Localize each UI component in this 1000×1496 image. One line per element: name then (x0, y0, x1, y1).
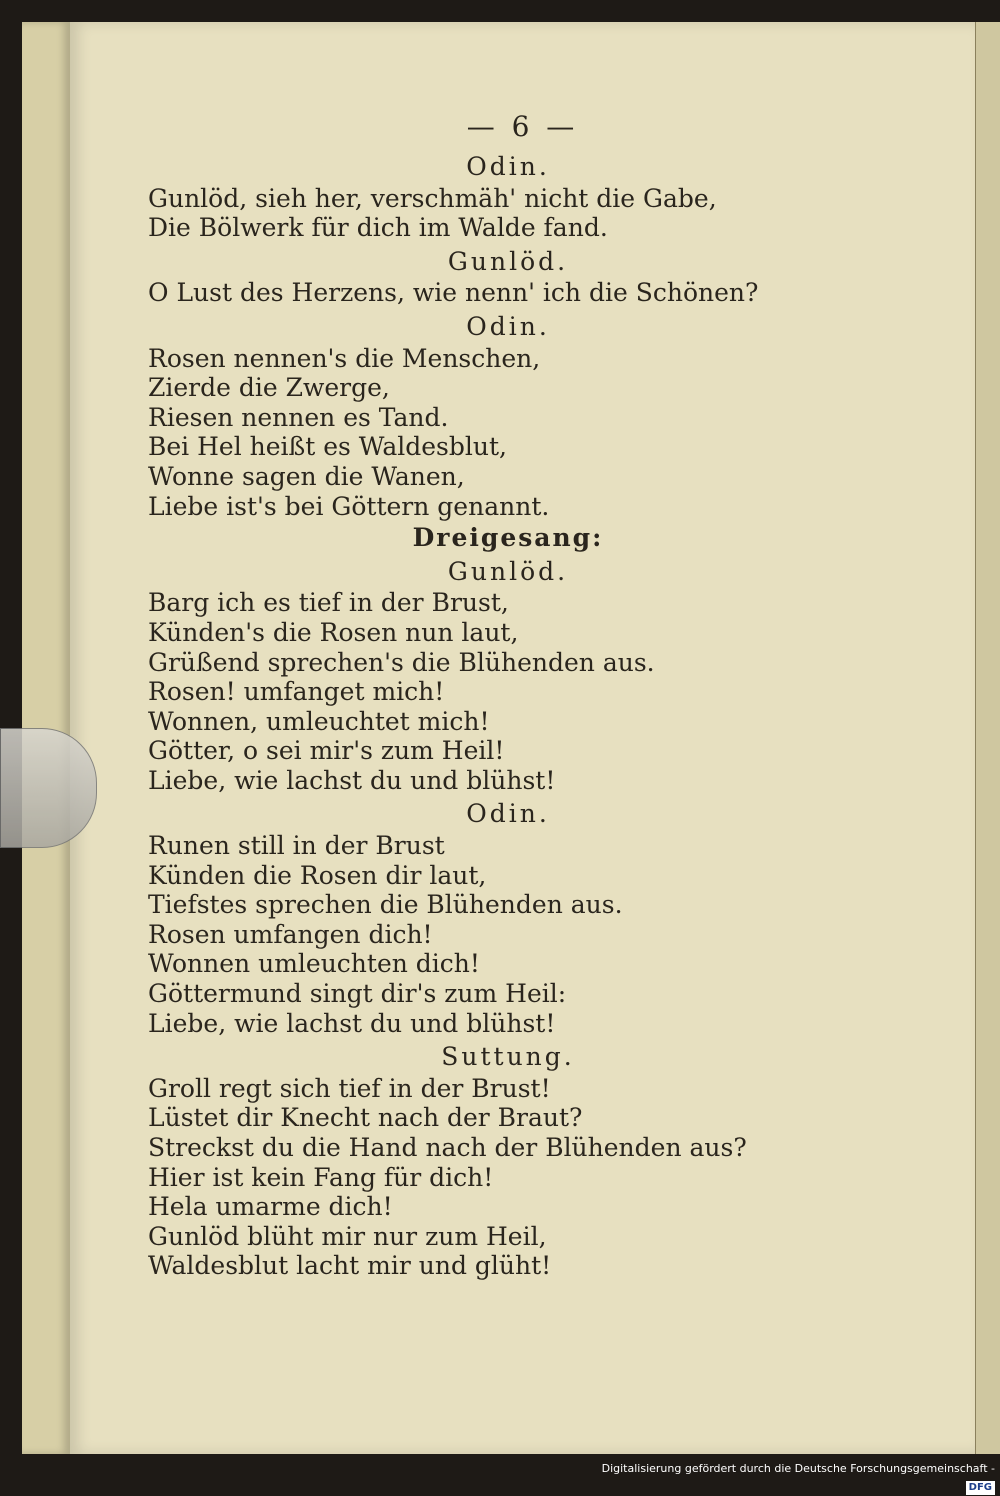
page-clip (0, 728, 97, 848)
verse-line: Rosen! umfanget mich! (148, 677, 445, 707)
speaker-name: Odin. (466, 799, 550, 829)
speaker-name: Odin. (466, 152, 550, 181)
verse-line: Liebe ist's bei Göttern genannt. (148, 491, 550, 521)
verse-line: Rosen nennen's die Menschen, (148, 343, 541, 373)
part-one (148, 152, 868, 521)
verse-line: Bei Hel heißt es Waldesblut, (148, 432, 507, 462)
verse-line: Lüstet dir Knecht nach der Braut? (148, 1103, 583, 1133)
verse-line: Wonne sagen die Wanen, (148, 461, 465, 491)
verse-line: Hier ist kein Fang für dich! (148, 1162, 494, 1192)
verse-line: Rosen umfangen dich! (148, 919, 433, 949)
verse-line: Streckst du die Hand nach der Blühenden aus? (148, 1133, 747, 1162)
speaker-name: Suttung. (441, 1042, 575, 1072)
page-number: — 6 — (466, 110, 579, 143)
section-heading: Dreigesang: (412, 523, 604, 553)
dfg-logo: DFG (966, 1481, 995, 1495)
verse-line: Gunlöd blüht mir nur zum Heil, (148, 1221, 547, 1251)
verse-line: Groll regt sich tief in der Brust! (148, 1073, 551, 1103)
poem-text (148, 148, 868, 1281)
verse-line: Runen still in der Brust (148, 831, 445, 861)
verse-line: Barg ich es tief in der Brust, (148, 588, 509, 618)
verse-line: Grüßend sprechen's die Blühenden aus. (148, 647, 655, 677)
part-two (148, 557, 868, 1281)
verse-line: O Lust des Herzens, wie nenn' ich die Schönen? (148, 278, 759, 308)
verse-line: Liebe, wie lachst du und blühst! (148, 1008, 556, 1038)
verse-line: Die Bölwerk für dich im Walde fand. (148, 213, 608, 243)
verse-line: Künden's die Rosen nun laut, (148, 617, 519, 647)
verse-line: Tiefstes sprechen die Blühenden aus. (148, 890, 623, 920)
right-page-edge (975, 22, 1000, 1454)
verse-line: Göttermund singt dir's zum Heil: (148, 979, 567, 1009)
verse-line: Wonnen, umleuchtet mich! (148, 706, 490, 736)
footer-text: Digitalisierung gefördert durch die Deutsche Forschungsgemeinschaft - (601, 1462, 995, 1475)
footer-credit (600, 1460, 995, 1493)
verse-line: Künden die Rosen dir laut, (148, 860, 487, 890)
speaker-name: Gunlöd. (447, 246, 569, 276)
speaker-name: Odin. (466, 311, 550, 341)
verse-line: Gunlöd, sieh her, verschmäh' nicht die Gabe, (148, 183, 717, 213)
verse-line: Riesen nennen es Tand. (148, 402, 449, 432)
verse-line: Wonnen umleuchten dich! (148, 949, 480, 979)
speaker-name: Gunlöd. (447, 556, 569, 586)
verse-line: Waldesblut lacht mir und glüht! (148, 1251, 552, 1281)
verse-line: Zierde die Zwerge, (148, 373, 390, 403)
verse-line: Götter, o sei mir's zum Heil! (148, 736, 505, 766)
verse-line: Hela umarme dich! (148, 1192, 393, 1222)
verse-line: Liebe, wie lachst du und blühst! (148, 765, 556, 795)
